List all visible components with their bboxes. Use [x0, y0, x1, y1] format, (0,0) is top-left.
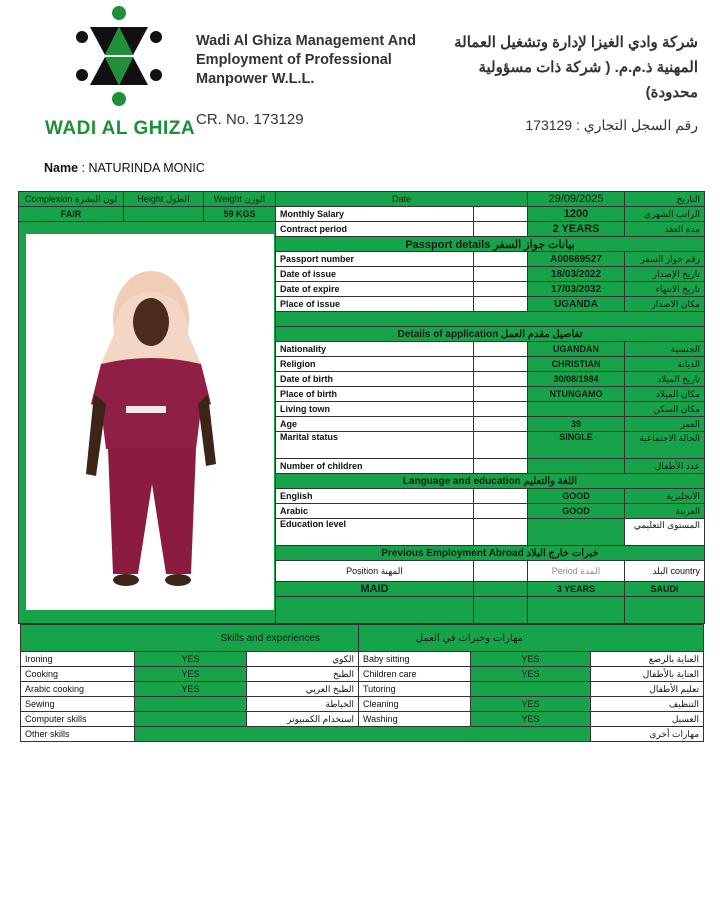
company-name-en: Wadi Al Ghiza Management And Employment of Professional Manpower W.L.L.: [196, 33, 416, 87]
table-cell: الغسيل: [591, 712, 704, 727]
table-cell: Date of expire: [276, 282, 474, 297]
table-cell: الحالة الاجتماعية: [625, 432, 705, 459]
table-cell: 30/08/1984: [528, 372, 625, 387]
table-cell: [474, 597, 528, 624]
table-cell: YES: [135, 652, 247, 667]
table-cell: Details of application تفاصيل مقدم العمل: [276, 327, 705, 342]
table-cell: Sewing: [21, 697, 135, 712]
logo-text: WADI AL GHIZA: [45, 118, 196, 139]
table-cell: الانجليزية: [625, 489, 705, 504]
table-cell: Other skills: [21, 727, 135, 742]
table-cell: العمر: [625, 417, 705, 432]
table-cell: عدد الأطفال: [625, 459, 705, 474]
table-cell: GOOD: [528, 504, 625, 519]
company-logo-icon: [72, 5, 166, 117]
table-cell: Cleaning: [359, 697, 471, 712]
table-cell: [625, 597, 705, 624]
table-cell: A00669527: [528, 252, 625, 267]
table-cell: [528, 402, 625, 417]
table-cell: [474, 489, 528, 504]
table-cell: الطبخ: [247, 667, 359, 682]
table-cell: تاريخ الانتهاء: [625, 282, 705, 297]
company-name-ar: شركة وادي الغيزا لإدارة وتشغيل العمالة المهنية ذ.م.م. ( شركة ذات مسؤولية محدودة): [454, 34, 698, 101]
top-header-row: [19, 192, 705, 207]
table-cell: [474, 402, 528, 417]
table-cell: Previous Employment Abroad خبرات خارج البلاد: [276, 546, 705, 561]
table-cell: Weight الوزن: [204, 192, 276, 207]
table-cell: [474, 222, 528, 237]
table-cell: 29/09/2025: [528, 192, 625, 207]
applicant-photo: [26, 234, 274, 610]
skills-heading-row: [21, 625, 704, 652]
table-cell: [474, 282, 528, 297]
table-cell: [474, 561, 528, 582]
table-cell: [528, 459, 625, 474]
table-cell: 18/03/2022: [528, 267, 625, 282]
table-cell: UGANDAN: [528, 342, 625, 357]
table-cell: [474, 297, 528, 312]
table-cell: [135, 727, 591, 742]
table-cell: مهارات أخرى: [591, 727, 704, 742]
table-cell: Date of birth: [276, 372, 474, 387]
table-cell: [474, 252, 528, 267]
table-cell: الخياطة: [247, 697, 359, 712]
table-cell: تاريخ الميلاد: [625, 372, 705, 387]
table-cell: الكوي: [247, 652, 359, 667]
skills-row: [21, 652, 704, 667]
table-cell: Place of issue: [276, 297, 474, 312]
table-cell: YES: [471, 667, 591, 682]
table-cell: [474, 582, 528, 597]
table-cell: YES: [471, 712, 591, 727]
table-cell: التاريخ: [625, 192, 705, 207]
details-table: [18, 191, 705, 624]
table-cell: Baby sitting: [359, 652, 471, 667]
table-cell: Arabic cooking: [21, 682, 135, 697]
table-cell: [19, 222, 276, 624]
table-cell: SINGLE: [528, 432, 625, 459]
table-cell: Position المهنة: [276, 561, 474, 582]
table-cell: Education level: [276, 519, 474, 546]
salary-row: [19, 207, 705, 222]
table-cell: Children care: [359, 667, 471, 682]
table-cell: [474, 372, 528, 387]
table-cell: 1200: [528, 207, 625, 222]
table-cell: [276, 597, 474, 624]
table-cell: Period المدة: [528, 561, 625, 582]
skills-row: [21, 697, 704, 712]
table-cell: Place of birth: [276, 387, 474, 402]
table-cell: country البلد: [625, 561, 705, 582]
table-cell: Age: [276, 417, 474, 432]
table-cell: مهارات وخبرات في العمل: [359, 625, 704, 652]
table-cell: [276, 312, 705, 327]
table-cell: [474, 387, 528, 402]
table-cell: [528, 519, 625, 546]
table-cell: 2 YEARS: [528, 222, 625, 237]
table-cell: Skills and experiences: [21, 625, 359, 652]
table-cell: YES: [135, 667, 247, 682]
table-cell: Tutoring: [359, 682, 471, 697]
table-cell: Date: [276, 192, 528, 207]
table-cell: YES: [135, 682, 247, 697]
table-cell: [474, 342, 528, 357]
table-cell: English: [276, 489, 474, 504]
table-cell: CHRISTIAN: [528, 357, 625, 372]
table-cell: 39: [528, 417, 625, 432]
table-cell: [474, 432, 528, 459]
table-cell: Date of issue: [276, 267, 474, 282]
table-cell: Computer skills: [21, 712, 135, 727]
table-cell: تاريخ الإصدار: [625, 267, 705, 282]
table-cell: Language and education اللغة والتعليم: [276, 474, 705, 489]
table-cell: Passport number: [276, 252, 474, 267]
table-cell: العناية بالرضع: [591, 652, 704, 667]
table-cell: Passport details بيانات جواز السفر: [276, 237, 705, 252]
table-cell: [528, 597, 625, 624]
table-cell: العربية: [625, 504, 705, 519]
table-cell: [474, 267, 528, 282]
table-cell: Height الطول: [124, 192, 204, 207]
table-cell: [474, 519, 528, 546]
table-cell: مكان الاصدار: [625, 297, 705, 312]
skills-row: [21, 682, 704, 697]
table-cell: مكان الميلاد: [625, 387, 705, 402]
table-cell: المستوى التعليمي: [625, 519, 705, 546]
table-cell: 59 KGS: [204, 207, 276, 222]
table-cell: UGANDA: [528, 297, 625, 312]
table-cell: التنظيف: [591, 697, 704, 712]
contract-row: [19, 222, 705, 237]
skills-row: [21, 667, 704, 682]
table-cell: GOOD: [528, 489, 625, 504]
cr-number-ar: رقم السجل التجاري : 173129: [525, 117, 698, 133]
table-cell: Religion: [276, 357, 474, 372]
table-cell: [474, 207, 528, 222]
table-cell: Marital status: [276, 432, 474, 459]
table-cell: الجنسية: [625, 342, 705, 357]
table-cell: YES: [471, 652, 591, 667]
table-cell: MAID: [276, 582, 474, 597]
table-cell: Arabic: [276, 504, 474, 519]
table-cell: الطبخ العربي: [247, 682, 359, 697]
table-cell: Cooking: [21, 667, 135, 682]
skills-row: [21, 727, 704, 742]
table-cell: Number of children: [276, 459, 474, 474]
table-cell: 3 YEARS: [528, 582, 625, 597]
table-cell: Contract period: [276, 222, 474, 237]
table-cell: Nationality: [276, 342, 474, 357]
table-cell: [135, 712, 247, 727]
table-cell: رقم جواز السفر: [625, 252, 705, 267]
skills-row: [21, 712, 704, 727]
table-cell: استخدام الكمبيوتر: [247, 712, 359, 727]
table-cell: [474, 417, 528, 432]
table-cell: NTUNGAMO: [528, 387, 625, 402]
table-cell: [124, 207, 204, 222]
skills-table: [20, 624, 704, 742]
table-cell: مدة العقد: [625, 222, 705, 237]
table-cell: Washing: [359, 712, 471, 727]
table-cell: [135, 697, 247, 712]
table-cell: Ironing: [21, 652, 135, 667]
table-cell: Complexion لون البشرة: [19, 192, 124, 207]
table-cell: تعليم الأطفال: [591, 682, 704, 697]
applicant-name: Name : NATURINDA MONIC: [44, 161, 205, 175]
table-cell: الراتب الشهري: [625, 207, 705, 222]
table-cell: YES: [471, 697, 591, 712]
table-cell: FAIR: [19, 207, 124, 222]
table-cell: 17/03/2032: [528, 282, 625, 297]
table-cell: Living town: [276, 402, 474, 417]
table-cell: [474, 357, 528, 372]
table-cell: [471, 682, 591, 697]
table-cell: الديانة: [625, 357, 705, 372]
table-cell: Monthly Salary: [276, 207, 474, 222]
table-cell: [474, 504, 528, 519]
table-cell: SAUDI: [625, 582, 705, 597]
cr-number-en: CR. No. 173129: [196, 111, 304, 128]
table-cell: مكان السكن: [625, 402, 705, 417]
table-cell: [474, 459, 528, 474]
table-cell: العناية بالأطفال: [591, 667, 704, 682]
